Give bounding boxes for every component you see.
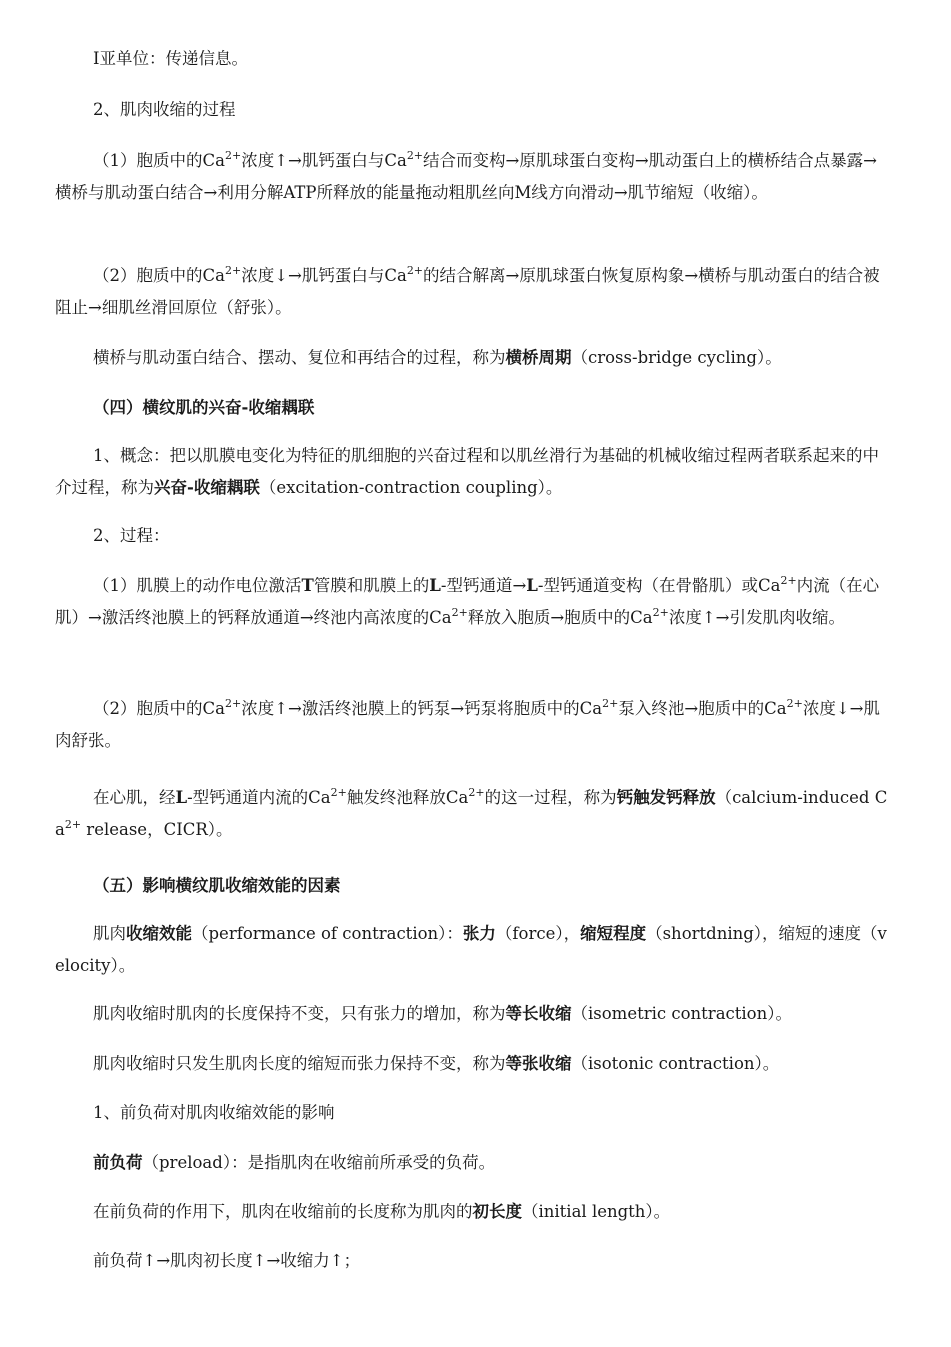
superscript: 2+: [780, 573, 797, 587]
text: （initial length）。: [522, 1202, 671, 1221]
superscript: 2+: [786, 696, 803, 710]
superscript: 2+: [224, 148, 242, 162]
paragraph-cross-bridge-cycle: [55, 342, 890, 374]
bold-term: 前负荷: [93, 1153, 143, 1172]
text: 1、概念：把以肌膜电变化为特征的肌细胞的兴奋过程和以肌丝滑行为基础的机械收缩过程两者联系起来的中介过程，称为: [55, 446, 879, 497]
text: （isometric contraction）。: [571, 1004, 792, 1023]
text: （2）胞质中的Ca: [93, 266, 225, 285]
text: 浓度↑→引发肌肉收缩。: [668, 608, 846, 627]
paragraph-contraction-performance: [55, 918, 890, 982]
bold-term: 兴奋-收缩耦联: [154, 478, 260, 497]
text: 肌肉: [93, 924, 126, 943]
text: I亚单位：传递信息。: [93, 49, 249, 68]
superscript: 2+: [451, 605, 468, 619]
text: 触发终池释放Ca: [346, 788, 469, 807]
bold-term: 横桥周期: [505, 348, 572, 367]
heading-process: [55, 520, 890, 552]
text: （2）胞质中的Ca: [93, 699, 225, 718]
bold-term: 等长收缩: [505, 1004, 572, 1023]
superscript: 2+: [406, 263, 424, 277]
text: 泵入终池→胞质中的Ca: [618, 699, 787, 718]
paragraph-step2-relaxation: [55, 260, 890, 324]
text: -型钙通道变构（在骨骼肌）或Ca: [537, 576, 781, 595]
paragraph-initial-length: [55, 1196, 890, 1228]
text: -型钙通道→: [440, 576, 527, 595]
text: 肌肉收缩时只发生肌肉长度的缩短而张力保持不变，称为: [93, 1054, 506, 1073]
text: 释放入胞质→胞质中的Ca: [467, 608, 653, 627]
text: （1）肌膜上的动作电位激活: [93, 576, 302, 595]
heading-contraction-process: [55, 94, 890, 126]
text: 结合而变构→原肌球蛋白变构→肌动蛋白上的横桥结合点暴露→横桥与肌动蛋白结合→利用分解ATP所释放的能量拖动粗肌丝向M线方向滑动→肌节缩短（收缩）。: [55, 151, 878, 202]
text: 在前负荷的作用下，肌肉在收缩前的长度称为肌肉的: [93, 1202, 473, 1221]
text: 浓度↓→肌肉舒张。: [55, 699, 881, 750]
bold-term: 钙触发钙释放: [616, 788, 716, 807]
text: 浓度↑→肌钙蛋白与Ca: [241, 151, 407, 170]
paragraph-i-subunit: [55, 43, 890, 75]
paragraph-isotonic: [55, 1048, 890, 1080]
text: release，CICR）。: [81, 820, 233, 839]
text: （excitation-contraction coupling）。: [259, 478, 563, 497]
text: 1、前负荷对肌肉收缩效能的影响: [93, 1103, 335, 1122]
text: （isotonic contraction）。: [571, 1054, 780, 1073]
superscript: 2+: [652, 605, 669, 619]
bold-term: 收缩效能: [126, 924, 192, 943]
text: 的结合解离→原肌球蛋白恢复原构象→横桥与肌动蛋白的结合被阻止→细肌丝滑回原位（舒张）。: [55, 266, 880, 317]
superscript: 2+: [330, 785, 347, 799]
paragraph-ec-step1: [55, 570, 890, 634]
text: 前负荷↑→肌肉初长度↑→收缩力↑；: [93, 1251, 361, 1270]
paragraph-preload-def: [55, 1147, 890, 1179]
text: （cross-bridge cycling）。: [571, 348, 782, 367]
paragraph-cicr: [55, 782, 890, 846]
text: （四）横纹肌的兴奋-收缩耦联: [93, 398, 315, 417]
text: （preload）：是指肌肉在收缩前所承受的负荷。: [142, 1153, 496, 1172]
text: （五）影响横纹肌收缩效能的因素: [93, 876, 341, 895]
text: 2、肌肉收缩的过程: [93, 100, 236, 119]
text: 横桥与肌动蛋白结合、摆动、复位和再结合的过程，称为: [93, 348, 506, 367]
text: 的这一过程，称为: [484, 788, 617, 807]
bold-term: 等张收缩: [505, 1054, 572, 1073]
heading-preload-effect: [55, 1097, 890, 1129]
bold-term: 张力: [462, 924, 496, 943]
paragraph-preload-chain: [55, 1245, 890, 1277]
superscript: 2+: [224, 696, 242, 710]
text: -型钙通道内流的Ca: [187, 788, 331, 807]
section-heading-4: [55, 392, 890, 424]
paragraph-ec-coupling-concept: [55, 440, 890, 504]
text: 浓度↑→激活终池膜上的钙泵→钙泵将胞质中的Ca: [241, 699, 603, 718]
bold-term: T: [301, 576, 314, 595]
section-heading-5: [55, 870, 890, 902]
text: 2、过程：: [93, 526, 170, 545]
text: 肌肉收缩时肌肉的长度保持不变，只有张力的增加，称为: [93, 1004, 506, 1023]
text: 内流（在心肌）→激活终池膜上的钙释放通道→终池内高浓度的Ca: [55, 576, 880, 627]
paragraph-ec-step2: [55, 693, 890, 757]
superscript: 2+: [406, 148, 424, 162]
bold-term: L: [175, 788, 188, 807]
text: （calcium-induced Ca: [55, 788, 888, 839]
bold-term: 初长度: [472, 1202, 522, 1221]
text: （1）胞质中的Ca: [93, 151, 225, 170]
bold-term: L: [526, 576, 538, 595]
superscript: 2+: [64, 817, 82, 831]
text: 在心肌，经: [93, 788, 176, 807]
bold-term: L: [429, 576, 441, 595]
text: 浓度↓→肌钙蛋白与Ca: [241, 266, 407, 285]
superscript: 2+: [602, 696, 619, 710]
bold-term: 缩短程度: [580, 924, 647, 943]
superscript: 2+: [224, 263, 242, 277]
text: （force），: [495, 924, 581, 943]
paragraph-isometric: [55, 998, 890, 1030]
paragraph-step1-contraction: [55, 145, 890, 209]
text: （performance of contraction）：: [192, 924, 463, 943]
text: （shortdning），缩短的速度（velocity）。: [55, 924, 887, 975]
text: 管膜和肌膜上的: [313, 576, 430, 595]
superscript: 2+: [468, 785, 485, 799]
